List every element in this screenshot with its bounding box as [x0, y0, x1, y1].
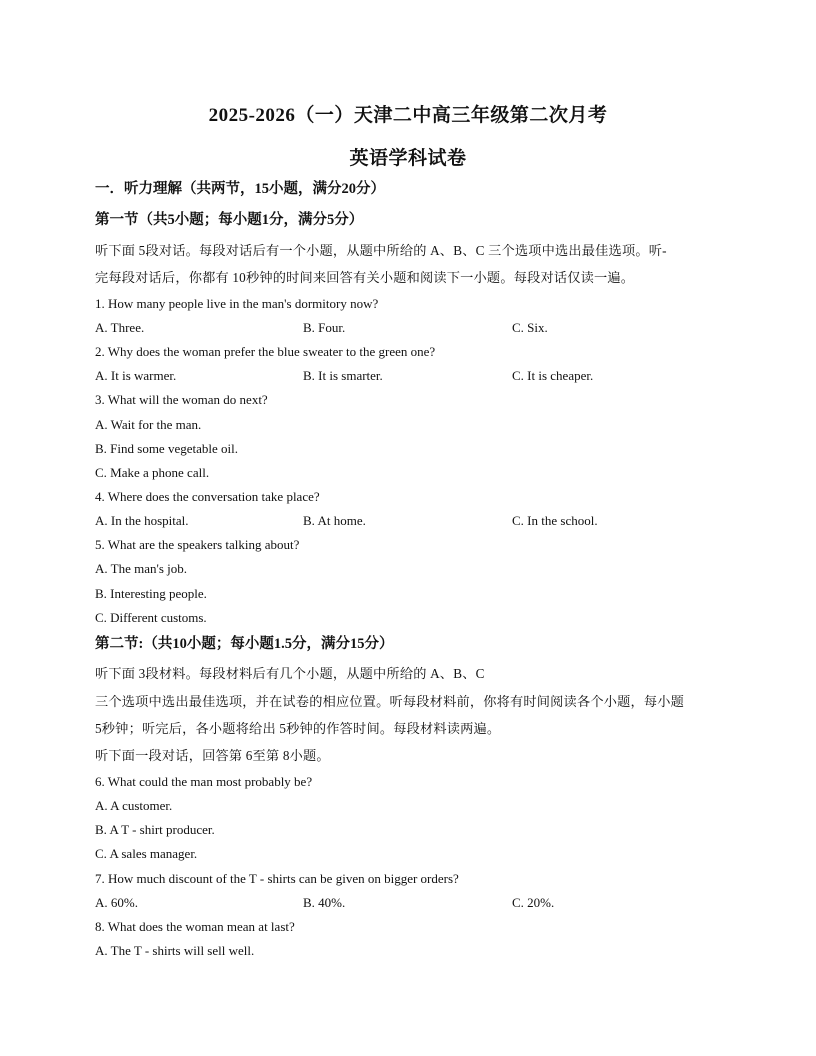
- option-a: A. It is warmer.: [95, 368, 177, 383]
- option-c: C. Different customs.: [95, 610, 207, 625]
- question-stem: 6. What could the man most probably be?: [95, 774, 313, 789]
- option-a: A. 60%.: [95, 895, 138, 910]
- option-c: C. A sales manager.: [95, 846, 198, 861]
- question-stem: 4. Where does the conversation take place?: [95, 489, 320, 504]
- section1-instruction-line1: 听下面 5段对话。每段对话后有一个小题，从题中所给的 A、B、C 三个选项中选出最佳选项。听-: [95, 243, 667, 258]
- section2-instruction-line2: 三个选项中选出最佳选项，并在试卷的相应位置。听每段材料前，你将有时间阅读各个小题，每小题: [95, 694, 685, 709]
- option-a: A. Three.: [95, 320, 145, 335]
- option-a: A. In the hospital.: [95, 513, 189, 528]
- option-a: A. A customer.: [95, 798, 173, 813]
- option-c: C. Six.: [512, 320, 548, 335]
- section2-heading: 第二节:（共10小题；每小题1.5分，满分15分）: [95, 636, 394, 652]
- option-a: A. The man's job.: [95, 561, 188, 576]
- exam-title: 2025-2026（一）天津二中高三年级第二次月考: [208, 105, 608, 126]
- option-b: B. At home.: [303, 513, 366, 528]
- section2-sub-instruction: 听下面一段对话，回答第 6至第 8小题。: [95, 748, 330, 763]
- option-b: B. It is smarter.: [303, 368, 383, 383]
- section1-heading: 第一节（共5小题；每小题1分，满分5分）: [95, 212, 364, 228]
- section1-instruction-line2: 完每段对话后，你都有 10秒钟的时间来回答有关小题和阅读下一小题。每段对话仅读一遍。: [95, 270, 635, 285]
- question-stem: 1. How many people live in the man's dormitory now?: [95, 296, 379, 311]
- option-b: B. 40%.: [303, 895, 346, 910]
- option-c: C. Make a phone call.: [95, 465, 210, 480]
- question-stem: 8. What does the woman mean at last?: [95, 919, 295, 934]
- option-b: B. A T - shirt producer.: [95, 822, 215, 837]
- option-b: B. Interesting people.: [95, 586, 207, 601]
- section2-instruction-line1: 听下面 3段材料。每段材料后有几个小题，从题中所给的 A、B、C: [95, 666, 485, 681]
- part1-heading: 一．听力理解（共两节，15小题，满分20分）: [95, 181, 385, 197]
- option-c: C. 20%.: [512, 895, 555, 910]
- option-c: C. It is cheaper.: [512, 368, 594, 383]
- question-stem: 3. What will the woman do next?: [95, 392, 268, 407]
- question-stem: 2. Why does the woman prefer the blue sweater to the green one?: [95, 344, 436, 359]
- option-c: C. In the school.: [512, 513, 598, 528]
- option-a: A. Wait for the man.: [95, 417, 202, 432]
- exam-subtitle: 英语学科试卷: [349, 148, 467, 169]
- option-a: A. The T - shirts will sell well.: [95, 943, 255, 958]
- question-stem: 5. What are the speakers talking about?: [95, 537, 300, 552]
- question-stem: 7. How much discount of the T - shirts can be given on bigger orders?: [95, 871, 459, 886]
- option-b: B. Four.: [303, 320, 346, 335]
- section2-instruction-line3: 5秒钟；听完后，各小题将给出 5秒钟的作答时间。每段材料读两遍。: [95, 721, 501, 736]
- option-b: B. Find some vegetable oil.: [95, 441, 238, 456]
